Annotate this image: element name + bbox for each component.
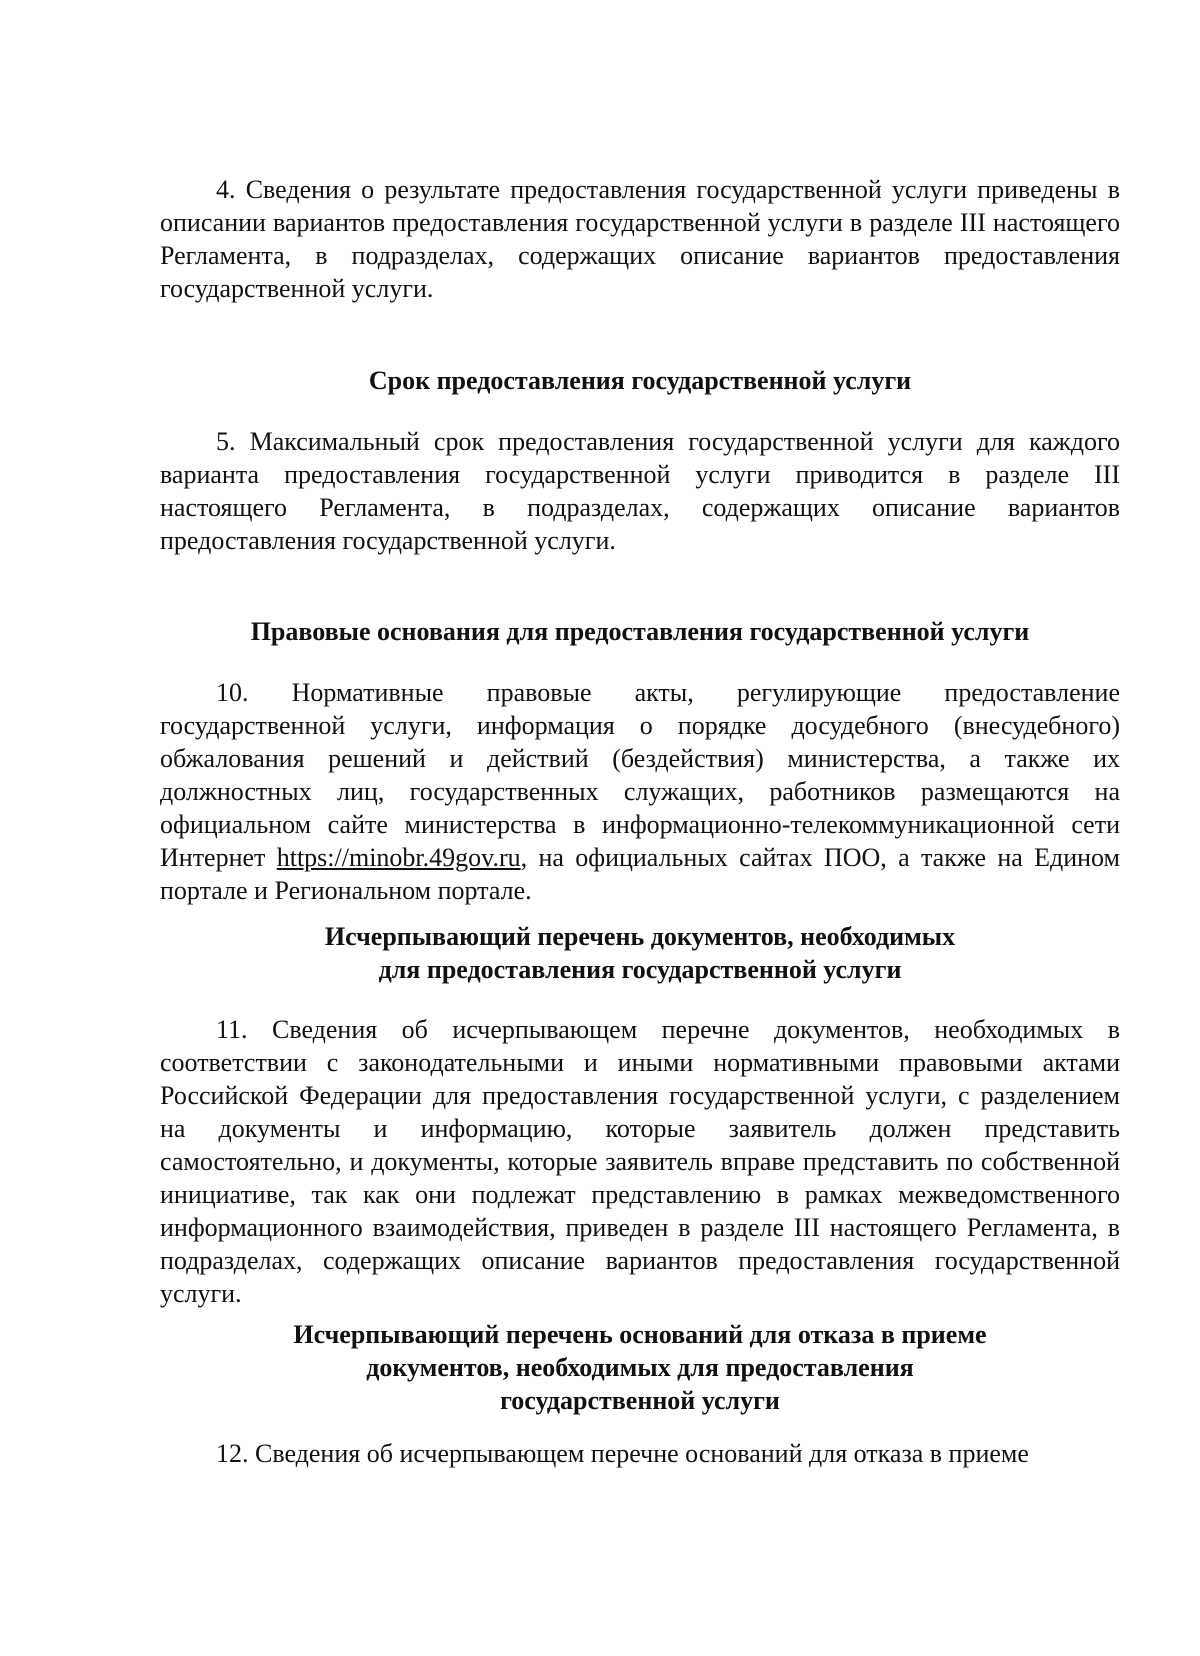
minobr-website-link[interactable]: https://minobr.49gov.ru [276,843,521,872]
heading-srok-text: Срок предоставления государственной услуги [368,366,912,395]
paragraph-10-text-end: , на официальных сайтах ПОО, а также на Едином портале и Региональном портале. [160,843,1120,905]
heading-refuse-line-2: документов, необходимых для предоставления [366,1353,914,1382]
heading-refuse-line-3: государственной услуги [500,1386,780,1415]
paragraph-10 [160,676,1120,907]
paragraph-5 [160,425,1120,557]
heading-srok [160,364,1120,397]
paragraph-4 [160,173,1120,305]
paragraph-5-text: 5. Максимальный срок предоставления государственной услуги для каждого варианта предоставления государственной услуги приводится в разделе III настоящего Регламента, в подразделах, содержащих описание вариантов предоставления государственной услуги. [160,427,1120,555]
paragraph-12-text: 12. Сведения об исчерпывающем перечне оснований для отказа в приеме [216,1439,1029,1468]
paragraph-12 [160,1437,1120,1470]
heading-docs [160,920,1120,986]
heading-pravo [160,615,1120,648]
heading-refuse [160,1318,1120,1417]
heading-refuse-line-1: Исчерпывающий перечень оснований для отказа в приеме [293,1320,987,1349]
heading-docs-line-2: для предоставления государственной услуги [378,955,902,984]
heading-pravo-text: Правовые основания для предоставления государственной услуги [250,617,1030,646]
paragraph-4-text: 4. Сведения о результате предоставления государственной услуги приведены в описании вариантов предоставления государственной услуги в разделе III настоящего Регламента, в подразделах, содержащих описание вариантов предоставления государственной услуги. [160,175,1120,303]
paragraph-11-text: 11. Сведения об исчерпывающем перечне документов, необходимых в соответствии с законодательными и иными нормативными правовыми актами Российской Федерации для предоставления государственной услуги, с разделением на документы и информацию, которые заявитель должен представить самостоятельно, и документы, которые заявитель вправе представить по собственной инициативе, так как они подлежат представлению в рамках межведомственного информационного взаимодействия, приведен в разделе III настоящего Регламента, в подразделах, содержащих описание вариантов предоставления государственной услуги. [160,1015,1120,1308]
heading-docs-line-1: Исчерпывающий перечень документов, необходимых [324,922,956,951]
paragraph-11 [160,1013,1120,1310]
paragraph-10-text-start: 10. Нормативные правовые акты, регулирующие предоставление государственной услуги, информация о порядке досудебного (внесудебного) обжалования решений и действий (бездействия) министерства, а также их должностных лиц, государственных служащих, работников размещаются на официальном сайте министерства в информационно-телекоммуникационной сети Интернет [160,678,1120,872]
